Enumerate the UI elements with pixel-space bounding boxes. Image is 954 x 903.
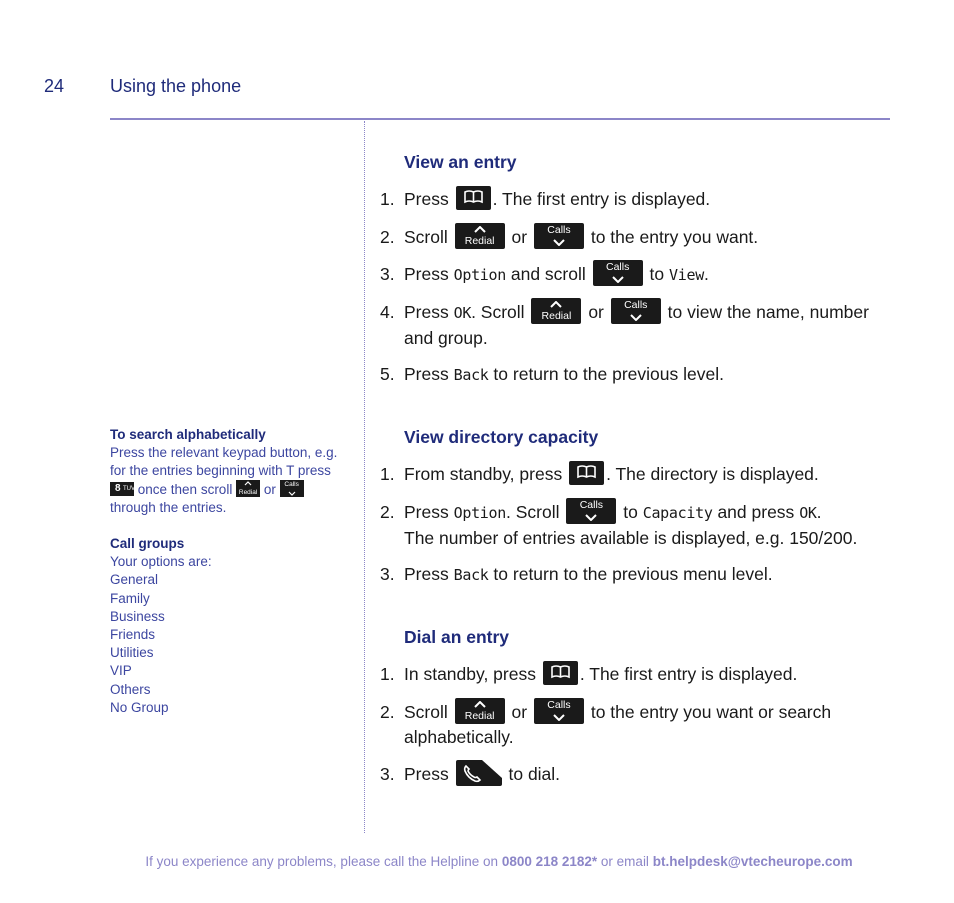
step-text: . The directory is displayed. — [606, 464, 819, 484]
redial-up-key-icon — [455, 698, 505, 724]
step-text: or — [511, 702, 528, 722]
phonebook-key-icon — [569, 461, 604, 485]
step-text: to — [649, 264, 665, 284]
display-text: Option — [453, 266, 506, 284]
sidebar-search-or: or — [263, 481, 276, 497]
step-text: . The first entry is displayed. — [579, 664, 798, 684]
step-text: Scroll — [404, 227, 448, 247]
call-groups-intro: Your options are: — [110, 554, 212, 570]
sidebar-search-line3 — [110, 481, 350, 499]
step-text: Scroll — [404, 702, 448, 722]
step-text: In standby, press — [404, 664, 536, 684]
calls-label: Calls — [547, 699, 571, 712]
page-number: 24 — [44, 76, 65, 96]
redial-label: Redial — [464, 235, 495, 248]
calls-label: Calls — [579, 499, 604, 512]
redial-label: Redial — [238, 489, 258, 497]
step-text: . Scroll — [471, 302, 525, 322]
step-text: . The first entry is displayed. — [492, 189, 711, 209]
footer-text: If you experience any problems, please call the Helpline on — [145, 854, 499, 869]
step-text: or — [588, 302, 604, 322]
calls-down-icon — [280, 480, 304, 497]
sidebar-search-line1: Press the relevant keypad button, e.g. — [110, 445, 338, 461]
step-text: Press — [404, 564, 449, 584]
step-number: 3. — [380, 564, 395, 584]
sidebar-search-line2: for the entries beginning with T press — [110, 463, 331, 479]
step-number: 3. — [380, 764, 395, 784]
redial-label: Redial — [464, 710, 495, 723]
sidebar-search-heading: To search alphabetically — [110, 427, 266, 442]
step-number: 1. — [380, 189, 395, 209]
step-text: to — [623, 502, 638, 522]
step-text: . — [703, 264, 709, 284]
key-8-sublabel: TUV — [123, 485, 135, 492]
step-text: . Scroll — [506, 502, 560, 522]
helpline-footer — [0, 854, 954, 869]
calls-down-key-icon — [534, 223, 584, 249]
step-text: to the entry you want. — [590, 227, 759, 247]
step-text: From standby, press — [404, 464, 563, 484]
redial-label: Redial — [541, 310, 572, 323]
step-number: 2. — [380, 227, 395, 247]
redial-up-key-icon — [531, 298, 581, 324]
talk-key-icon — [456, 760, 502, 786]
footer-text: or email — [600, 854, 649, 869]
step-text: Press — [404, 364, 449, 384]
step-number: 4. — [380, 302, 395, 322]
calls-label: Calls — [547, 224, 571, 237]
display-text: Option — [453, 504, 506, 522]
sidebar-call-groups — [110, 535, 350, 717]
step-text: to the entry you want or search — [590, 702, 832, 722]
section-heading: View directory capacity — [404, 427, 599, 447]
step-number: 2. — [380, 702, 395, 722]
step-text: alphabetically. — [404, 727, 514, 747]
call-group-option: No Group — [110, 699, 169, 715]
redial-up-key-icon — [455, 223, 505, 249]
calls-label: Calls — [284, 481, 299, 489]
step-text: . — [816, 502, 822, 522]
section-heading: View an entry — [404, 152, 517, 172]
section-heading: Dial an entry — [404, 627, 510, 647]
section-title: Using the phone — [110, 76, 242, 96]
step-number: 3. — [380, 264, 395, 284]
calls-label: Calls — [624, 299, 648, 312]
step-text: to view the name, number — [667, 302, 869, 322]
step-number: 1. — [380, 464, 395, 484]
display-text: Capacity — [642, 504, 713, 522]
phonebook-key-icon — [543, 661, 578, 685]
step-text: Press — [404, 302, 449, 322]
call-groups-heading: Call groups — [110, 536, 185, 551]
step-text: and press — [717, 502, 795, 522]
calls-down-key-icon — [534, 698, 584, 724]
step-text: Press — [404, 189, 449, 209]
call-group-option: Utilities — [110, 645, 154, 661]
key-8-icon — [110, 482, 134, 496]
header-rule — [110, 118, 890, 120]
step-text: to return to the previous menu level. — [493, 564, 773, 584]
step-text: The number of entries available is displayed, e.g. 150/200. — [404, 528, 858, 548]
display-text: OK — [799, 504, 817, 522]
step-text: to return to the previous level. — [493, 364, 724, 384]
redial-up-icon — [236, 480, 260, 497]
key-8-label: 8 — [115, 482, 121, 494]
display-text: OK — [453, 304, 472, 322]
call-group-option: Friends — [110, 627, 156, 643]
step-number: 1. — [380, 664, 395, 684]
call-group-option: VIP — [110, 663, 132, 679]
step-text: to dial. — [508, 764, 561, 784]
step-text: or — [511, 227, 528, 247]
calls-down-key-icon — [593, 260, 643, 286]
call-group-option: Family — [110, 590, 150, 606]
call-group-option: General — [110, 572, 159, 588]
step-number: 2. — [380, 502, 395, 522]
step-text: Press — [404, 764, 449, 784]
step-number: 5. — [380, 364, 395, 384]
calls-label: Calls — [605, 261, 630, 274]
display-text: Back — [453, 566, 489, 584]
call-group-option: Business — [110, 608, 165, 624]
calls-down-key-icon — [611, 298, 661, 324]
sidebar-search-line4: through the entries. — [110, 499, 227, 515]
phonebook-key-icon — [456, 186, 491, 210]
step-text: Press — [404, 502, 449, 522]
helpline-number: 0800 218 2182* — [501, 854, 598, 869]
calls-down-key-icon — [566, 498, 616, 524]
step-text: Press — [404, 264, 449, 284]
sidebar-search-note — [110, 426, 350, 517]
helpdesk-email: bt.helpdesk@vtecheurope.com — [652, 854, 853, 869]
sidebar-search-mid: once then scroll — [137, 481, 233, 497]
display-text: View — [669, 266, 704, 284]
step-text: and group. — [404, 328, 488, 348]
column-divider — [364, 121, 365, 833]
step-text: and scroll — [510, 264, 586, 284]
call-group-option: Others — [110, 681, 151, 697]
display-text: Back — [453, 366, 489, 384]
